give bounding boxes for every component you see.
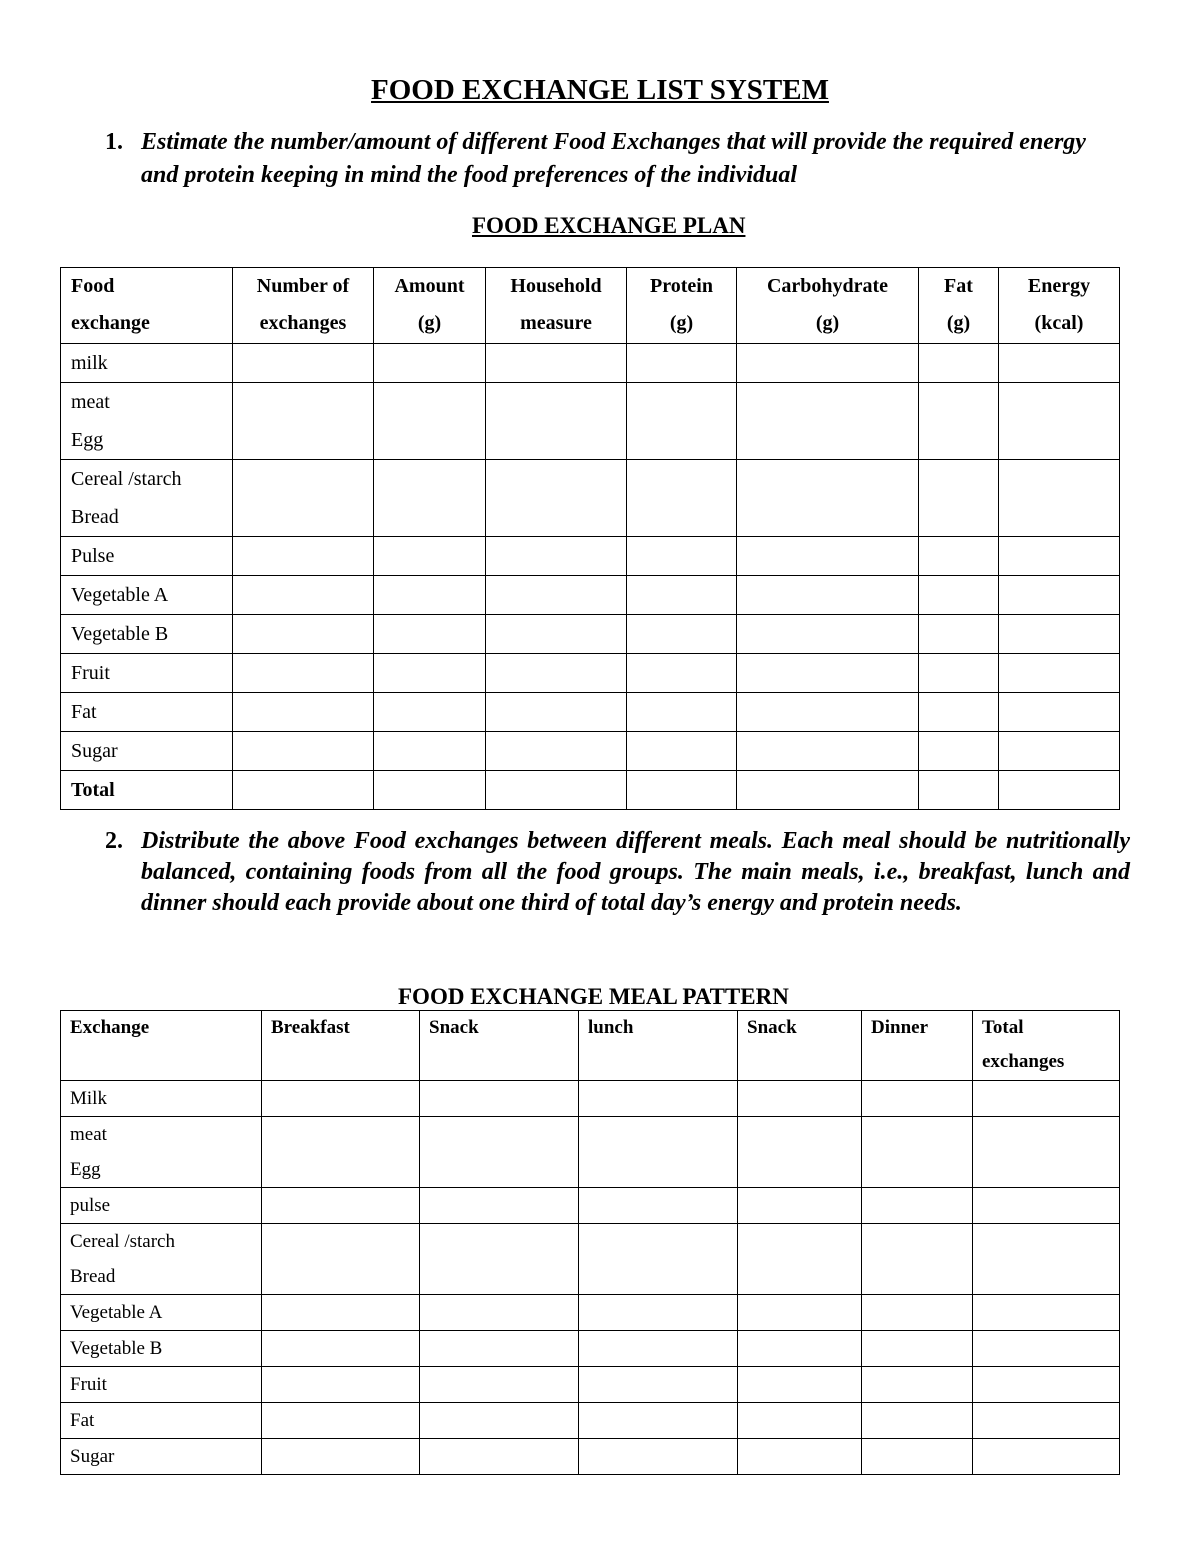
plan-header-label: Protein [650, 275, 713, 297]
instruction-2-number: 2. [105, 828, 123, 854]
pattern-row-label-cell [61, 1188, 262, 1224]
pattern-input-cell[interactable] [420, 1081, 579, 1117]
plan-input-cell[interactable] [627, 460, 737, 537]
plan-row [61, 460, 1120, 537]
plan-input-cell[interactable] [919, 615, 999, 654]
plan-row-label: Vegetable A [71, 584, 169, 606]
plan-header-cell [919, 268, 999, 344]
pattern-input-cell[interactable] [579, 1367, 738, 1403]
pattern-header-label: exchanges [982, 1051, 1065, 1072]
pattern-row-label-cell [61, 1439, 262, 1475]
plan-input-cell[interactable] [737, 771, 919, 810]
pattern-row-label: Fruit [70, 1374, 107, 1395]
pattern-row-label: Vegetable A [70, 1302, 163, 1323]
plan-input-cell[interactable] [486, 344, 627, 383]
pattern-input-cell[interactable] [862, 1295, 973, 1331]
plan-row-label: Pulse [71, 545, 115, 567]
plan-row-label-cell [61, 615, 233, 654]
plan-input-cell[interactable] [233, 654, 374, 693]
pattern-row-label-cell [61, 1117, 262, 1188]
pattern-input-cell[interactable] [579, 1439, 738, 1475]
pattern-row [61, 1331, 1120, 1367]
plan-header-label: Amount [394, 275, 465, 297]
plan-header-cell [233, 268, 374, 344]
plan-row [61, 771, 1120, 810]
pattern-input-cell[interactable] [973, 1403, 1120, 1439]
plan-row-label: Egg [71, 429, 104, 451]
plan-header-label: Number of [256, 275, 350, 297]
plan-input-cell[interactable] [627, 537, 737, 576]
plan-row-label: Total [71, 779, 115, 801]
pattern-header-cell [420, 1011, 579, 1081]
pattern-input-cell[interactable] [973, 1117, 1120, 1188]
pattern-input-cell[interactable] [262, 1295, 420, 1331]
plan-input-cell[interactable] [737, 732, 919, 771]
plan-row [61, 732, 1120, 771]
pattern-input-cell[interactable] [738, 1295, 862, 1331]
pattern-header-cell [61, 1011, 262, 1081]
plan-input-cell[interactable] [999, 537, 1120, 576]
plan-input-cell[interactable] [486, 771, 627, 810]
plan-header-cell [486, 268, 627, 344]
pattern-header-cell [262, 1011, 420, 1081]
plan-input-cell[interactable] [919, 383, 999, 460]
plan-input-cell[interactable] [919, 693, 999, 732]
plan-input-cell[interactable] [627, 732, 737, 771]
pattern-input-cell[interactable] [579, 1403, 738, 1439]
pattern-header-cell [738, 1011, 862, 1081]
pattern-row [61, 1403, 1120, 1439]
plan-input-cell[interactable] [737, 654, 919, 693]
pattern-input-cell[interactable] [973, 1224, 1120, 1295]
pattern-row-label-cell [61, 1331, 262, 1367]
pattern-input-cell[interactable] [420, 1367, 579, 1403]
plan-header-label: (g) [946, 312, 971, 334]
plan-table-title: FOOD EXCHANGE PLAN [472, 213, 746, 238]
plan-input-cell[interactable] [486, 576, 627, 615]
pattern-input-cell[interactable] [973, 1331, 1120, 1367]
pattern-input-cell[interactable] [973, 1295, 1120, 1331]
pattern-row-label-cell [61, 1081, 262, 1117]
plan-input-cell[interactable] [233, 615, 374, 654]
plan-input-cell[interactable] [233, 344, 374, 383]
plan-input-cell[interactable] [374, 460, 486, 537]
plan-input-cell[interactable] [233, 460, 374, 537]
plan-header-cell [999, 268, 1120, 344]
pattern-row [61, 1295, 1120, 1331]
plan-input-cell[interactable] [374, 771, 486, 810]
plan-input-cell[interactable] [233, 771, 374, 810]
pattern-row-label: meat [70, 1124, 107, 1145]
plan-input-cell[interactable] [999, 383, 1120, 460]
pattern-header-label: Total [982, 1017, 1024, 1038]
plan-input-cell[interactable] [233, 732, 374, 771]
plan-input-cell[interactable] [737, 615, 919, 654]
pattern-input-cell[interactable] [738, 1439, 862, 1475]
plan-row-label: milk [71, 352, 108, 374]
plan-row-label-cell [61, 537, 233, 576]
pattern-row-label-cell [61, 1403, 262, 1439]
pattern-input-cell[interactable] [262, 1188, 420, 1224]
plan-input-cell[interactable] [233, 693, 374, 732]
plan-header-label: Food [71, 275, 115, 297]
pattern-input-cell[interactable] [579, 1331, 738, 1367]
plan-row [61, 576, 1120, 615]
pattern-input-cell[interactable] [262, 1117, 420, 1188]
pattern-table-title: FOOD EXCHANGE MEAL PATTERN [398, 984, 789, 1009]
pattern-row [61, 1081, 1120, 1117]
plan-input-cell[interactable] [737, 537, 919, 576]
plan-row [61, 383, 1120, 460]
plan-header-cell [627, 268, 737, 344]
plan-input-cell[interactable] [233, 537, 374, 576]
pattern-row-label-cell [61, 1295, 262, 1331]
plan-input-cell[interactable] [999, 615, 1120, 654]
pattern-input-cell[interactable] [262, 1224, 420, 1295]
plan-input-cell[interactable] [999, 344, 1120, 383]
plan-row-label-cell [61, 460, 233, 537]
plan-input-cell[interactable] [737, 460, 919, 537]
plan-input-cell[interactable] [919, 771, 999, 810]
pattern-row-label: Milk [70, 1088, 107, 1109]
pattern-input-cell[interactable] [420, 1117, 579, 1188]
pattern-input-cell[interactable] [579, 1117, 738, 1188]
pattern-input-cell[interactable] [738, 1367, 862, 1403]
plan-input-cell[interactable] [374, 576, 486, 615]
plan-row [61, 693, 1120, 732]
plan-row-label: Sugar [71, 740, 118, 762]
plan-row [61, 344, 1120, 383]
plan-input-cell[interactable] [919, 460, 999, 537]
plan-header-label: measure [520, 312, 592, 334]
pattern-row-label: Cereal /starch [70, 1231, 175, 1252]
pattern-input-cell[interactable] [862, 1224, 973, 1295]
plan-input-cell[interactable] [737, 344, 919, 383]
plan-header-label: exchanges [259, 312, 347, 334]
plan-row-label: meat [71, 391, 110, 413]
pattern-row [61, 1117, 1120, 1188]
pattern-input-cell[interactable] [579, 1224, 738, 1295]
pattern-input-cell[interactable] [862, 1188, 973, 1224]
pattern-header-label: Breakfast [271, 1017, 350, 1038]
pattern-row-label-cell [61, 1224, 262, 1295]
pattern-input-cell[interactable] [862, 1331, 973, 1367]
plan-row-label: Bread [71, 506, 119, 528]
pattern-input-cell[interactable] [420, 1331, 579, 1367]
pattern-header-cell [579, 1011, 738, 1081]
pattern-input-cell[interactable] [420, 1439, 579, 1475]
instruction-2-text: Distribute the above Food exchanges between different meals. Each meal should be nutritionally balanced, containing foods from all the food groups. The main meals, i.e., breakfast, lunch and dinner should each provide about one third of total day’s energy and protein needs. [141, 828, 1130, 916]
plan-input-cell[interactable] [999, 771, 1120, 810]
pattern-input-cell[interactable] [862, 1439, 973, 1475]
plan-input-cell[interactable] [486, 537, 627, 576]
plan-input-cell[interactable] [486, 460, 627, 537]
plan-input-cell[interactable] [374, 615, 486, 654]
pattern-input-cell[interactable] [579, 1188, 738, 1224]
plan-input-cell[interactable] [627, 344, 737, 383]
pattern-input-cell[interactable] [973, 1081, 1120, 1117]
plan-header-cell [61, 268, 233, 344]
plan-row-label: Vegetable B [71, 623, 169, 645]
instruction-1-text: Estimate the number/amount of different Food Exchanges that will provide the required energy and protein keeping in mind the food preferences of the individual [141, 129, 1086, 188]
pattern-header-row [61, 1011, 1120, 1081]
plan-row-label-cell [61, 654, 233, 693]
plan-row-label-cell [61, 771, 233, 810]
plan-input-cell[interactable] [374, 654, 486, 693]
pattern-row-label: Fat [70, 1410, 95, 1431]
food-exchange-plan-table [60, 267, 1120, 810]
instruction-1 [105, 126, 1115, 192]
plan-input-cell[interactable] [999, 732, 1120, 771]
pattern-header-cell [862, 1011, 973, 1081]
pattern-input-cell[interactable] [738, 1081, 862, 1117]
pattern-row-label-cell [61, 1367, 262, 1403]
plan-row-label-cell [61, 732, 233, 771]
pattern-input-cell[interactable] [973, 1439, 1120, 1475]
pattern-row [61, 1439, 1120, 1475]
pattern-input-cell[interactable] [420, 1224, 579, 1295]
plan-row-label: Fat [71, 701, 97, 723]
pattern-input-cell[interactable] [862, 1081, 973, 1117]
pattern-header-label: Dinner [871, 1017, 928, 1038]
plan-row-label-cell [61, 576, 233, 615]
plan-row [61, 654, 1120, 693]
plan-input-cell[interactable] [627, 576, 737, 615]
plan-header-row [61, 268, 1120, 344]
plan-input-cell[interactable] [919, 654, 999, 693]
pattern-input-cell[interactable] [579, 1081, 738, 1117]
pattern-header-label: Snack [747, 1017, 797, 1038]
plan-input-cell[interactable] [627, 654, 737, 693]
plan-header-label: (g) [669, 312, 694, 334]
pattern-row [61, 1224, 1120, 1295]
plan-input-cell[interactable] [737, 576, 919, 615]
pattern-input-cell[interactable] [973, 1367, 1120, 1403]
plan-input-cell[interactable] [999, 460, 1120, 537]
plan-input-cell[interactable] [999, 576, 1120, 615]
pattern-input-cell[interactable] [420, 1188, 579, 1224]
pattern-input-cell[interactable] [579, 1295, 738, 1331]
plan-input-cell[interactable] [374, 383, 486, 460]
plan-row [61, 615, 1120, 654]
plan-row-label-cell [61, 693, 233, 732]
plan-input-cell[interactable] [627, 383, 737, 460]
pattern-row-label: Bread [70, 1266, 116, 1287]
plan-input-cell[interactable] [627, 771, 737, 810]
plan-header-label: Energy [1027, 275, 1091, 297]
pattern-header-label: lunch [588, 1017, 634, 1038]
food-exchange-meal-pattern-table [60, 1010, 1120, 1475]
plan-input-cell[interactable] [374, 537, 486, 576]
plan-input-cell[interactable] [919, 344, 999, 383]
plan-input-cell[interactable] [233, 576, 374, 615]
plan-input-cell[interactable] [737, 383, 919, 460]
pattern-input-cell[interactable] [738, 1117, 862, 1188]
plan-header-label: Household [510, 275, 602, 297]
plan-input-cell[interactable] [486, 732, 627, 771]
plan-row-label-cell [61, 344, 233, 383]
pattern-input-cell[interactable] [262, 1403, 420, 1439]
plan-header-cell [374, 268, 486, 344]
pattern-row-label: Sugar [70, 1446, 115, 1467]
pattern-header-cell [973, 1011, 1120, 1081]
pattern-input-cell[interactable] [973, 1188, 1120, 1224]
pattern-input-cell[interactable] [262, 1439, 420, 1475]
plan-input-cell[interactable] [374, 344, 486, 383]
pattern-row-label: Egg [70, 1159, 101, 1180]
plan-input-cell[interactable] [627, 693, 737, 732]
instruction-1-number: 1. [105, 129, 123, 155]
pattern-input-cell[interactable] [262, 1367, 420, 1403]
plan-input-cell[interactable] [374, 693, 486, 732]
plan-input-cell[interactable] [627, 615, 737, 654]
plan-input-cell[interactable] [486, 615, 627, 654]
pattern-input-cell[interactable] [420, 1295, 579, 1331]
plan-input-cell[interactable] [486, 383, 627, 460]
pattern-input-cell[interactable] [262, 1081, 420, 1117]
plan-header-label: (g) [815, 312, 840, 334]
document-title: FOOD EXCHANGE LIST SYSTEM [371, 74, 829, 106]
plan-input-cell[interactable] [374, 732, 486, 771]
pattern-row-label: Vegetable B [70, 1338, 163, 1359]
pattern-input-cell[interactable] [738, 1224, 862, 1295]
pattern-input-cell[interactable] [862, 1367, 973, 1403]
pattern-header-label: Snack [429, 1017, 479, 1038]
plan-header-label: (kcal) [1034, 312, 1084, 334]
pattern-input-cell[interactable] [262, 1331, 420, 1367]
plan-input-cell[interactable] [737, 693, 919, 732]
plan-row [61, 537, 1120, 576]
pattern-input-cell[interactable] [862, 1117, 973, 1188]
pattern-input-cell[interactable] [738, 1188, 862, 1224]
pattern-row [61, 1367, 1120, 1403]
pattern-input-cell[interactable] [738, 1403, 862, 1439]
plan-input-cell[interactable] [919, 576, 999, 615]
plan-input-cell[interactable] [919, 537, 999, 576]
pattern-input-cell[interactable] [862, 1403, 973, 1439]
pattern-row [61, 1188, 1120, 1224]
pattern-header-label: Exchange [70, 1017, 150, 1038]
plan-row-label-cell [61, 383, 233, 460]
pattern-input-cell[interactable] [738, 1331, 862, 1367]
plan-input-cell[interactable] [919, 732, 999, 771]
pattern-input-cell[interactable] [420, 1403, 579, 1439]
plan-header-label: exchange [71, 312, 150, 334]
plan-row-label: Cereal /starch [71, 468, 182, 490]
plan-header-label: Fat [944, 275, 973, 297]
plan-input-cell[interactable] [999, 693, 1120, 732]
plan-header-cell [737, 268, 919, 344]
instruction-2 [105, 826, 1130, 919]
plan-input-cell[interactable] [233, 383, 374, 460]
plan-input-cell[interactable] [486, 693, 627, 732]
plan-header-label: (g) [417, 312, 442, 334]
plan-row-label: Fruit [71, 662, 110, 684]
plan-input-cell[interactable] [999, 654, 1120, 693]
pattern-row-label: pulse [70, 1195, 111, 1216]
plan-input-cell[interactable] [486, 654, 627, 693]
plan-header-label: Carbohydrate [766, 275, 889, 297]
